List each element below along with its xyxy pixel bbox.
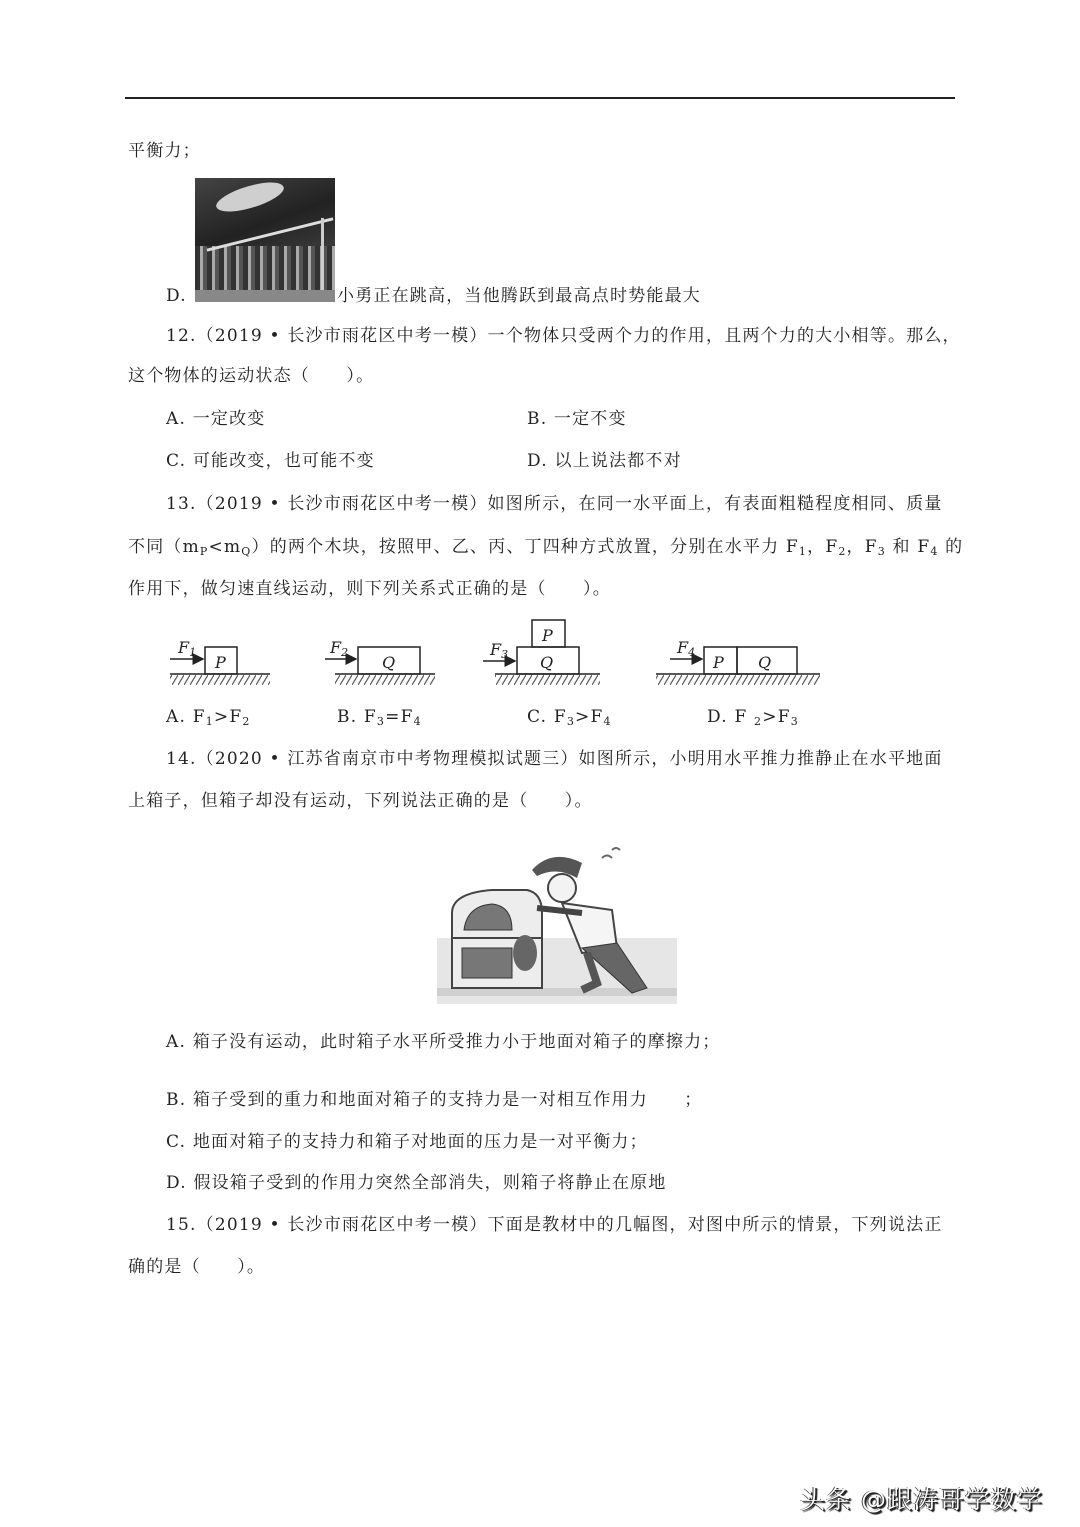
q15-stem-line1: 15.（2019 • 长沙市雨花区中考一模）下面是教材中的几幅图，对图中所示的情景，下列说法正 [166, 1215, 943, 1235]
high-jump-photo [195, 178, 335, 302]
q12-stem-line2: 这个物体的运动状态（ ）。 [128, 366, 375, 386]
q12-option-b[interactable]: B. 一定不变 [527, 409, 627, 429]
q11-option-d-label: D. [166, 286, 187, 306]
q15-stem-line2: 确的是（ ）。 [128, 1257, 266, 1277]
svg-text:Q: Q [540, 653, 554, 672]
svg-text:Q: Q [758, 653, 772, 672]
q14-stem-line1: 14.（2020 • 江苏省南京市中考物理模拟试题三）如图所示，小明用水平推力推静止在水平地面 [166, 749, 943, 769]
q14-option-a[interactable]: A. 箱子没有运动，此时箱子水平所受推力小于地面对箱子的摩擦力； [166, 1032, 721, 1052]
q13-stem-line3: 作用下，做匀速直线运动，则下列关系式正确的是（ ）。 [128, 579, 611, 599]
svg-text:P: P [215, 653, 226, 672]
svg-text:F1: F1 [178, 638, 197, 659]
svg-text:F2: F2 [330, 638, 349, 659]
q13-option-b[interactable]: B. $F_3=F_4$ [337, 707, 422, 728]
q13-block-diagrams [160, 615, 840, 695]
q11-option-d-text: 小勇正在跳高，当他腾跃到最高点时势能最大 [337, 286, 701, 306]
q13-option-a[interactable]: A. $F_1>F_2$ [166, 707, 251, 728]
svg-text:F3: F3 [490, 640, 509, 661]
svg-text:Q: Q [382, 653, 396, 672]
header-rule [125, 97, 955, 99]
q12-option-d[interactable]: D. 以上说法都不对 [527, 451, 682, 471]
q12-option-c[interactable]: C. 可能改变，也可能不变 [166, 451, 375, 471]
continuation-text: 平衡力； [128, 141, 201, 161]
question-source: （2019 • 长沙市雨花区中考一模） [196, 326, 488, 346]
svg-text:P: P [542, 626, 553, 645]
boy-pushing-chest-illustration [437, 838, 677, 1004]
q13-option-c[interactable]: C. $F_3>F_4$ [527, 707, 612, 728]
q14-option-c[interactable]: C. 地面对箱子的支持力和箱子对地面的压力是一对平衡力； [166, 1132, 648, 1152]
svg-text:P: P [713, 653, 724, 672]
q12-stem-line1: 12.（2019 • 长沙市雨花区中考一模）一个物体只受两个力的作用，且两个力的大小相等。那么， [166, 326, 961, 346]
q13-stem-line1: 13.（2019 • 长沙市雨花区中考一模）如图所示，在同一水平面上，有表面粗糙程度相同、质量 [166, 494, 943, 514]
q14-option-b[interactable]: B. 箱子受到的重力和地面对箱子的支持力是一对相互作用力 ； [166, 1090, 703, 1110]
watermark: 头条 @跟涛哥学数学 [800, 1485, 1043, 1514]
q12-option-a[interactable]: A. 一定改变 [166, 409, 266, 429]
svg-text:F4: F4 [677, 638, 696, 659]
q14-option-d[interactable]: D. 假设箱子受到的作用力突然全部消失，则箱子将静止在原地 [166, 1173, 667, 1193]
question-number: 12. [166, 326, 197, 346]
q13-stem-line2: 不同$(m_P<m_Q)$的两个木块，按照甲、乙、丙、丁四种方式放置，分别在水平力 $F_1$，$F_2$，$F_3$ 和 $F_4$ 的 [128, 537, 964, 558]
q14-stem-line2: 上箱子，但箱子却没有运动，下列说法正确的是（ ）。 [128, 791, 593, 811]
q13-option-d[interactable]: D. F $_2>F_3$ [707, 707, 799, 728]
